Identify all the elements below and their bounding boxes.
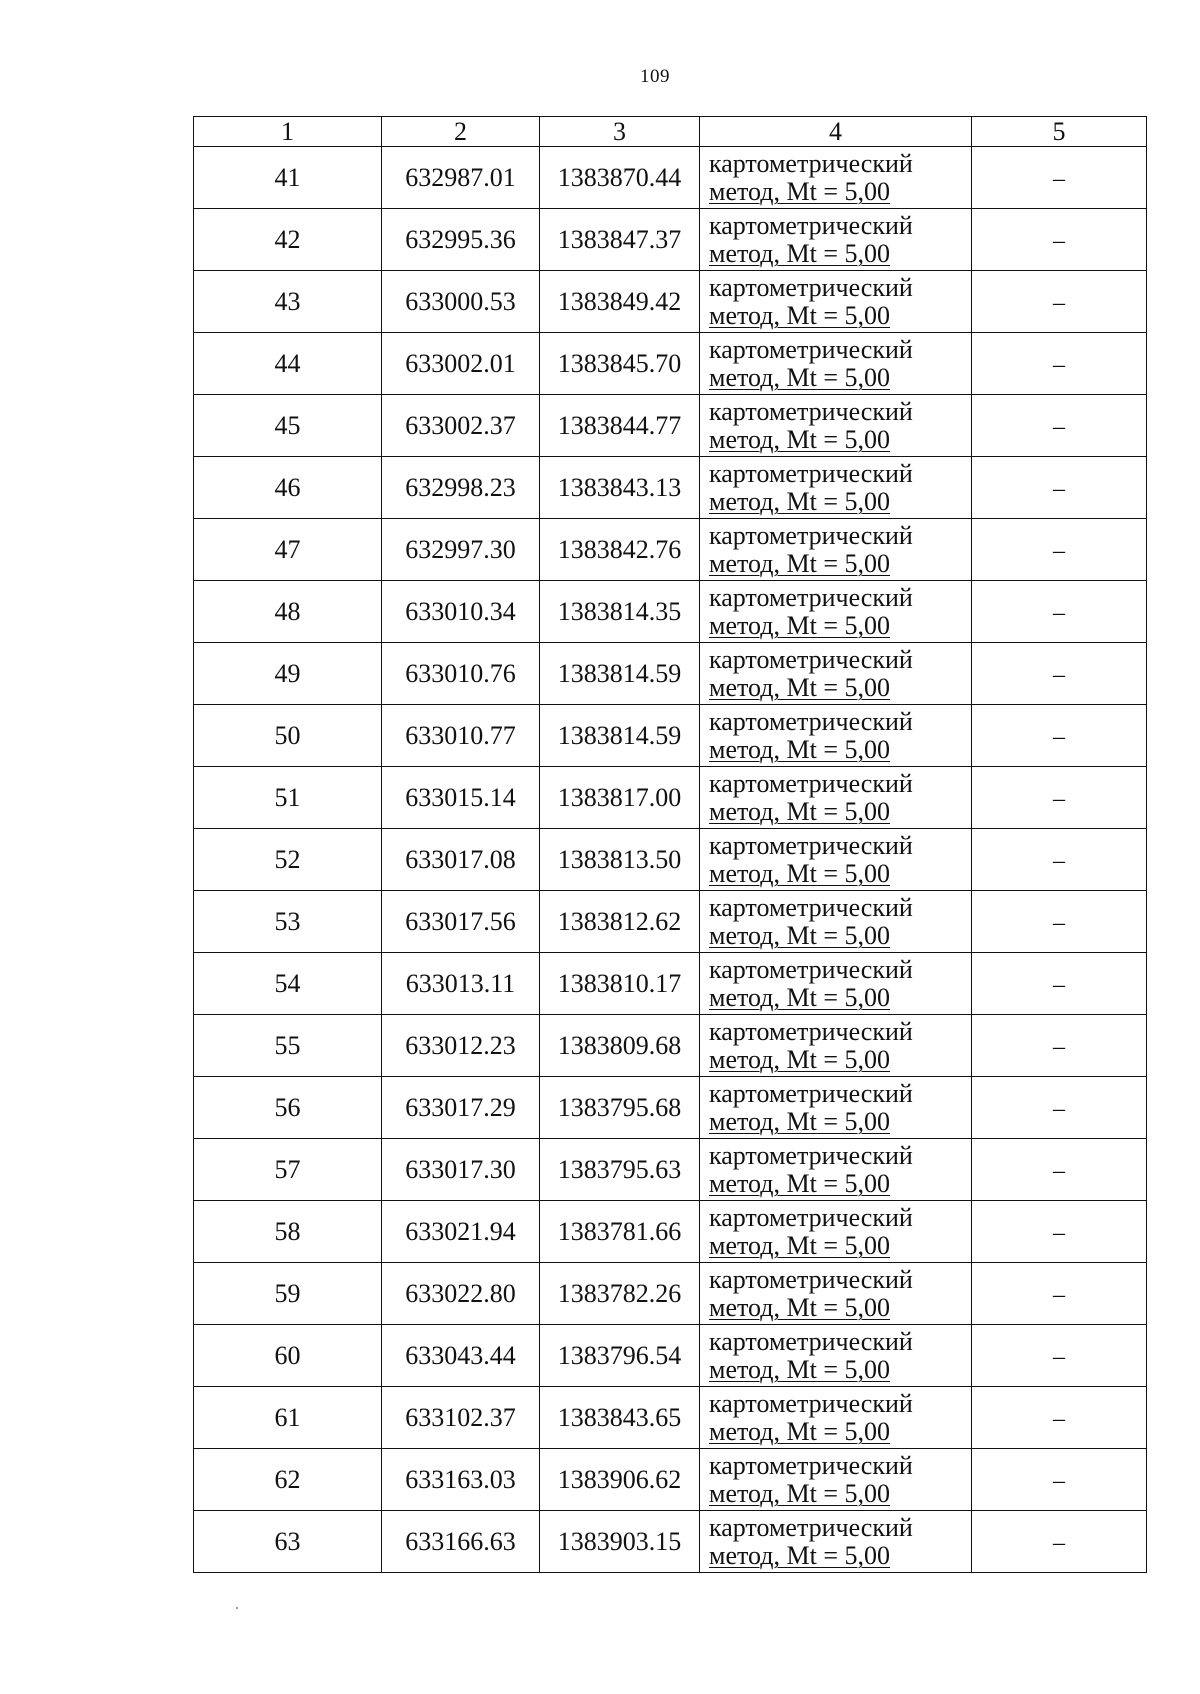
note-cell xyxy=(972,1325,1147,1387)
method-name: картометрический xyxy=(709,1140,913,1170)
point-number-cell: 52 xyxy=(194,829,382,891)
table-row xyxy=(194,891,1147,953)
note-dash: – xyxy=(1053,971,1065,998)
x-coordinate-cell: 633017.08 xyxy=(382,829,540,891)
note-cell xyxy=(972,1387,1147,1449)
table-row xyxy=(194,519,1147,581)
y-coordinate-cell: 1383795.63 xyxy=(540,1139,700,1201)
method-name: картометрический xyxy=(709,520,913,550)
method-cell xyxy=(700,1263,972,1325)
point-number-cell: 41 xyxy=(194,147,382,209)
y-coordinate-cell: 1383847.37 xyxy=(540,209,700,271)
method-name: картометрический xyxy=(709,830,913,860)
note-dash: – xyxy=(1053,351,1065,378)
table-row xyxy=(194,1511,1147,1573)
table-row xyxy=(194,953,1147,1015)
method-cell xyxy=(700,271,972,333)
note-cell xyxy=(972,395,1147,457)
method-cell xyxy=(700,953,972,1015)
x-coordinate-cell: 632995.36 xyxy=(382,209,540,271)
note-cell xyxy=(972,581,1147,643)
point-number-cell: 59 xyxy=(194,1263,382,1325)
x-coordinate-cell: 632998.23 xyxy=(382,457,540,519)
y-coordinate-cell: 1383842.76 xyxy=(540,519,700,581)
x-coordinate-cell: 633002.37 xyxy=(382,395,540,457)
method-cell xyxy=(700,1387,972,1449)
x-coordinate-cell: 633000.53 xyxy=(382,271,540,333)
method-name: картометрический xyxy=(709,644,913,674)
note-dash: – xyxy=(1053,1157,1065,1184)
point-number-cell: 45 xyxy=(194,395,382,457)
note-cell xyxy=(972,209,1147,271)
method-name: картометрический xyxy=(709,706,913,736)
note-cell xyxy=(972,333,1147,395)
method-accuracy: метод, Mt = 5,00 xyxy=(709,486,890,516)
note-cell xyxy=(972,457,1147,519)
note-cell xyxy=(972,519,1147,581)
note-cell xyxy=(972,147,1147,209)
method-cell xyxy=(700,581,972,643)
table-row xyxy=(194,643,1147,705)
y-coordinate-cell: 1383814.59 xyxy=(540,705,700,767)
note-cell xyxy=(972,1511,1147,1573)
note-cell xyxy=(972,1263,1147,1325)
x-coordinate-cell: 632987.01 xyxy=(382,147,540,209)
method-name: картометрический xyxy=(709,272,913,302)
table-row xyxy=(194,829,1147,891)
method-accuracy: метод, Mt = 5,00 xyxy=(709,1168,890,1198)
method-cell xyxy=(700,1511,972,1573)
note-dash: – xyxy=(1053,1529,1065,1556)
header-cell-5: 5 xyxy=(972,117,1147,147)
table-row xyxy=(194,457,1147,519)
method-accuracy: метод, Mt = 5,00 xyxy=(709,1416,890,1446)
header-cell-3: 3 xyxy=(540,117,700,147)
x-coordinate-cell: 633017.56 xyxy=(382,891,540,953)
note-cell xyxy=(972,767,1147,829)
point-number-cell: 46 xyxy=(194,457,382,519)
method-accuracy: метод, Mt = 5,00 xyxy=(709,362,890,392)
y-coordinate-cell: 1383781.66 xyxy=(540,1201,700,1263)
y-coordinate-cell: 1383813.50 xyxy=(540,829,700,891)
x-coordinate-cell: 633017.30 xyxy=(382,1139,540,1201)
point-number-cell: 62 xyxy=(194,1449,382,1511)
y-coordinate-cell: 1383906.62 xyxy=(540,1449,700,1511)
y-coordinate-cell: 1383795.68 xyxy=(540,1077,700,1139)
note-dash: – xyxy=(1053,1343,1065,1370)
y-coordinate-cell: 1383843.13 xyxy=(540,457,700,519)
method-accuracy: метод, Mt = 5,00 xyxy=(709,982,890,1012)
point-number-cell: 51 xyxy=(194,767,382,829)
point-number-cell: 55 xyxy=(194,1015,382,1077)
method-name: картометрический xyxy=(709,1078,913,1108)
table-row xyxy=(194,767,1147,829)
method-accuracy: метод, Mt = 5,00 xyxy=(709,1478,890,1508)
note-dash: – xyxy=(1053,1467,1065,1494)
note-cell xyxy=(972,829,1147,891)
table-row xyxy=(194,705,1147,767)
note-dash: – xyxy=(1053,413,1065,440)
point-number-cell: 61 xyxy=(194,1387,382,1449)
x-coordinate-cell: 633013.11 xyxy=(382,953,540,1015)
method-name: картометрический xyxy=(709,1264,913,1294)
method-accuracy: метод, Mt = 5,00 xyxy=(709,1354,890,1384)
x-coordinate-cell: 633166.63 xyxy=(382,1511,540,1573)
x-coordinate-cell: 633010.77 xyxy=(382,705,540,767)
table-row xyxy=(194,147,1147,209)
note-dash: – xyxy=(1053,1033,1065,1060)
header-cell-2: 2 xyxy=(382,117,540,147)
point-number-cell: 47 xyxy=(194,519,382,581)
method-cell xyxy=(700,209,972,271)
note-cell xyxy=(972,953,1147,1015)
note-cell xyxy=(972,1077,1147,1139)
x-coordinate-cell: 633021.94 xyxy=(382,1201,540,1263)
y-coordinate-cell: 1383809.68 xyxy=(540,1015,700,1077)
table-row xyxy=(194,1325,1147,1387)
table-row xyxy=(194,1077,1147,1139)
note-dash: – xyxy=(1053,227,1065,254)
table-row xyxy=(194,333,1147,395)
note-dash: – xyxy=(1053,1095,1065,1122)
method-cell xyxy=(700,643,972,705)
table-row xyxy=(194,581,1147,643)
table-row xyxy=(194,395,1147,457)
method-name: картометрический xyxy=(709,210,913,240)
scan-speck xyxy=(236,1607,238,1609)
point-number-cell: 49 xyxy=(194,643,382,705)
note-cell xyxy=(972,643,1147,705)
note-cell xyxy=(972,1015,1147,1077)
point-number-cell: 60 xyxy=(194,1325,382,1387)
point-number-cell: 42 xyxy=(194,209,382,271)
x-coordinate-cell: 633102.37 xyxy=(382,1387,540,1449)
x-coordinate-cell: 633012.23 xyxy=(382,1015,540,1077)
page-number: 109 xyxy=(640,66,670,87)
method-name: картометрический xyxy=(709,1326,913,1356)
method-accuracy: метод, Mt = 5,00 xyxy=(709,672,890,702)
method-name: картометрический xyxy=(709,1450,913,1480)
header-cell-4: 4 xyxy=(700,117,972,147)
note-dash: – xyxy=(1053,599,1065,626)
point-number-cell: 44 xyxy=(194,333,382,395)
method-accuracy: метод, Mt = 5,00 xyxy=(709,176,890,206)
x-coordinate-cell: 633015.14 xyxy=(382,767,540,829)
header-cell-1: 1 xyxy=(194,117,382,147)
table-row xyxy=(194,271,1147,333)
method-name: картометрический xyxy=(709,458,913,488)
method-accuracy: метод, Mt = 5,00 xyxy=(709,858,890,888)
method-cell xyxy=(700,1015,972,1077)
y-coordinate-cell: 1383849.42 xyxy=(540,271,700,333)
point-number-cell: 53 xyxy=(194,891,382,953)
method-cell xyxy=(700,395,972,457)
method-cell xyxy=(700,519,972,581)
x-coordinate-cell: 633043.44 xyxy=(382,1325,540,1387)
table-row xyxy=(194,1449,1147,1511)
method-accuracy: метод, Mt = 5,00 xyxy=(709,734,890,764)
point-number-cell: 54 xyxy=(194,953,382,1015)
method-accuracy: метод, Mt = 5,00 xyxy=(709,1044,890,1074)
note-cell xyxy=(972,1201,1147,1263)
y-coordinate-cell: 1383817.00 xyxy=(540,767,700,829)
point-number-cell: 48 xyxy=(194,581,382,643)
method-accuracy: метод, Mt = 5,00 xyxy=(709,920,890,950)
y-coordinate-cell: 1383782.26 xyxy=(540,1263,700,1325)
x-coordinate-cell: 633010.34 xyxy=(382,581,540,643)
method-name: картометрический xyxy=(709,1202,913,1232)
method-cell xyxy=(700,891,972,953)
method-cell xyxy=(700,333,972,395)
method-accuracy: метод, Mt = 5,00 xyxy=(709,1292,890,1322)
y-coordinate-cell: 1383796.54 xyxy=(540,1325,700,1387)
method-accuracy: метод, Mt = 5,00 xyxy=(709,548,890,578)
table-row xyxy=(194,1015,1147,1077)
x-coordinate-cell: 633163.03 xyxy=(382,1449,540,1511)
note-dash: – xyxy=(1053,909,1065,936)
coordinates-table xyxy=(193,116,1147,1573)
method-cell xyxy=(700,1077,972,1139)
note-cell xyxy=(972,271,1147,333)
method-cell xyxy=(700,829,972,891)
method-name: картометрический xyxy=(709,582,913,612)
note-dash: – xyxy=(1053,1405,1065,1432)
method-accuracy: метод, Mt = 5,00 xyxy=(709,238,890,268)
method-name: картометрический xyxy=(709,954,913,984)
y-coordinate-cell: 1383845.70 xyxy=(540,333,700,395)
method-cell xyxy=(700,705,972,767)
y-coordinate-cell: 1383844.77 xyxy=(540,395,700,457)
method-cell xyxy=(700,1139,972,1201)
x-coordinate-cell: 633017.29 xyxy=(382,1077,540,1139)
y-coordinate-cell: 1383870.44 xyxy=(540,147,700,209)
y-coordinate-cell: 1383903.15 xyxy=(540,1511,700,1573)
method-accuracy: метод, Mt = 5,00 xyxy=(709,796,890,826)
table-row xyxy=(194,209,1147,271)
method-name: картометрический xyxy=(709,1388,913,1418)
note-dash: – xyxy=(1053,475,1065,502)
method-accuracy: метод, Mt = 5,00 xyxy=(709,1230,890,1260)
note-dash: – xyxy=(1053,723,1065,750)
point-number-cell: 57 xyxy=(194,1139,382,1201)
method-name: картометрический xyxy=(709,148,913,178)
y-coordinate-cell: 1383814.35 xyxy=(540,581,700,643)
method-accuracy: метод, Mt = 5,00 xyxy=(709,1106,890,1136)
note-cell xyxy=(972,1449,1147,1511)
method-accuracy: метод, Mt = 5,00 xyxy=(709,424,890,454)
y-coordinate-cell: 1383810.17 xyxy=(540,953,700,1015)
method-cell xyxy=(700,767,972,829)
method-accuracy: метод, Mt = 5,00 xyxy=(709,1540,890,1570)
table-body xyxy=(194,117,1147,1573)
method-cell xyxy=(700,1449,972,1511)
note-cell xyxy=(972,705,1147,767)
method-cell xyxy=(700,457,972,519)
table-row xyxy=(194,1387,1147,1449)
method-name: картометрический xyxy=(709,1512,913,1542)
note-dash: – xyxy=(1053,1281,1065,1308)
x-coordinate-cell: 633002.01 xyxy=(382,333,540,395)
x-coordinate-cell: 633022.80 xyxy=(382,1263,540,1325)
point-number-cell: 63 xyxy=(194,1511,382,1573)
point-number-cell: 50 xyxy=(194,705,382,767)
method-cell xyxy=(700,1201,972,1263)
header-row xyxy=(194,117,1147,147)
point-number-cell: 43 xyxy=(194,271,382,333)
y-coordinate-cell: 1383812.62 xyxy=(540,891,700,953)
note-dash: – xyxy=(1053,847,1065,874)
table-row xyxy=(194,1201,1147,1263)
note-dash: – xyxy=(1053,289,1065,316)
note-cell xyxy=(972,1139,1147,1201)
note-cell xyxy=(972,891,1147,953)
table-row xyxy=(194,1139,1147,1201)
note-dash: – xyxy=(1053,785,1065,812)
method-name: картометрический xyxy=(709,334,913,364)
y-coordinate-cell: 1383843.65 xyxy=(540,1387,700,1449)
method-name: картометрический xyxy=(709,892,913,922)
method-cell xyxy=(700,147,972,209)
method-accuracy: метод, Mt = 5,00 xyxy=(709,300,890,330)
point-number-cell: 58 xyxy=(194,1201,382,1263)
method-name: картометрический xyxy=(709,768,913,798)
x-coordinate-cell: 633010.76 xyxy=(382,643,540,705)
table-row xyxy=(194,1263,1147,1325)
note-dash: – xyxy=(1053,537,1065,564)
x-coordinate-cell: 632997.30 xyxy=(382,519,540,581)
method-cell xyxy=(700,1325,972,1387)
method-name: картометрический xyxy=(709,396,913,426)
method-accuracy: метод, Mt = 5,00 xyxy=(709,610,890,640)
y-coordinate-cell: 1383814.59 xyxy=(540,643,700,705)
note-dash: – xyxy=(1053,1219,1065,1246)
note-dash: – xyxy=(1053,165,1065,192)
method-name: картометрический xyxy=(709,1016,913,1046)
note-dash: – xyxy=(1053,661,1065,688)
point-number-cell: 56 xyxy=(194,1077,382,1139)
